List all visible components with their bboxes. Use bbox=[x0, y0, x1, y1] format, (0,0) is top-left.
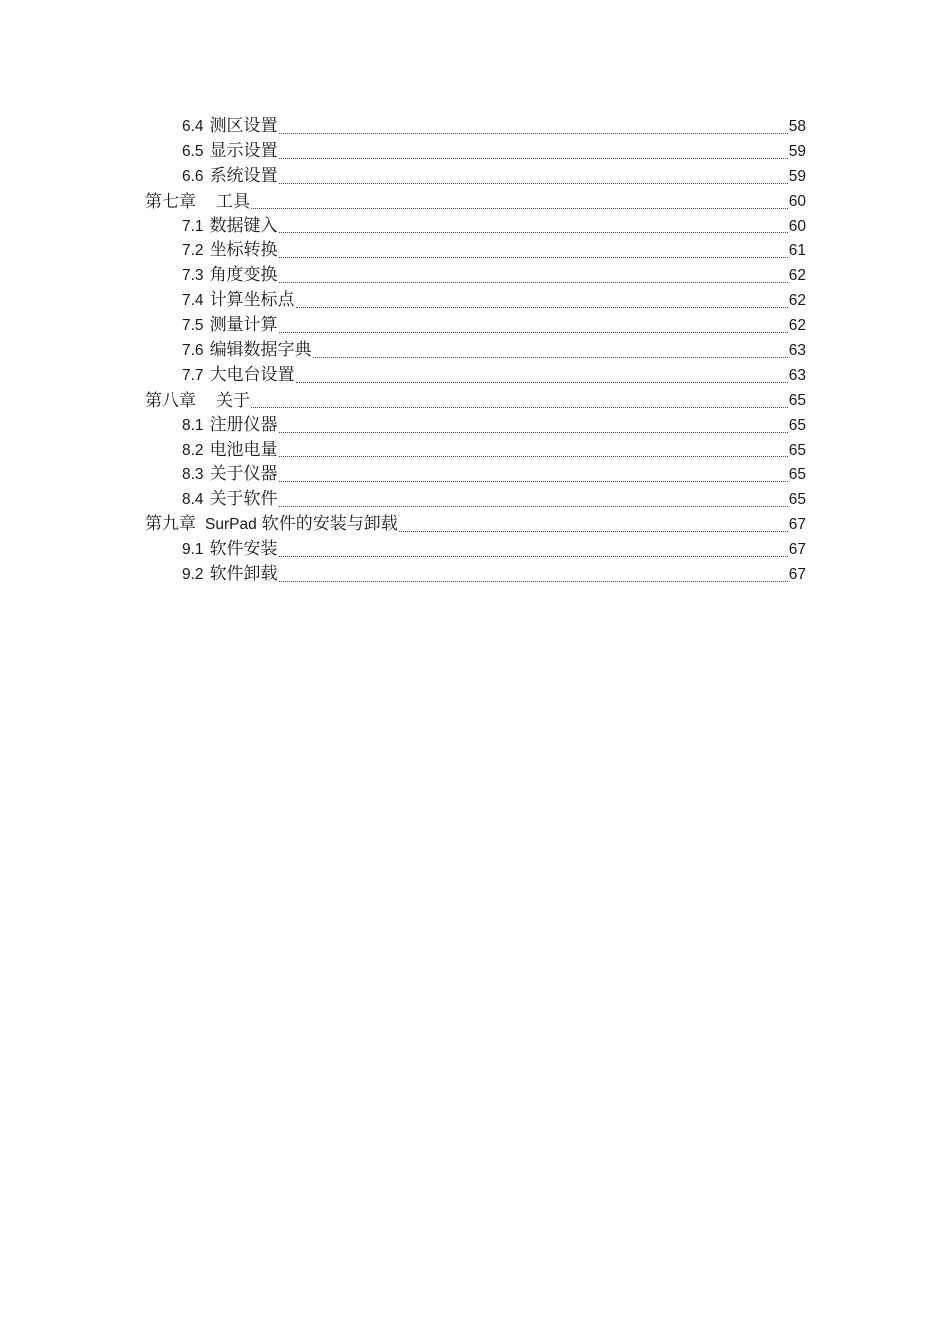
toc-entry-label bbox=[182, 363, 295, 389]
section-number: 8.2 bbox=[182, 441, 204, 459]
dot-leader bbox=[279, 256, 788, 258]
dot-leader bbox=[251, 207, 788, 209]
section-number: 8.3 bbox=[182, 466, 204, 484]
toc-entry-6-6[interactable] bbox=[145, 165, 806, 190]
page-number: 61 bbox=[788, 242, 806, 260]
toc-entry-8-3[interactable] bbox=[145, 463, 806, 488]
dot-leader bbox=[279, 331, 788, 333]
dot-leader bbox=[279, 455, 788, 457]
section-title: 计算坐标点 bbox=[209, 290, 295, 310]
table-of-contents bbox=[145, 115, 806, 588]
page-number: 65 bbox=[788, 416, 806, 434]
page-number: 67 bbox=[788, 566, 806, 584]
page-number: 65 bbox=[788, 441, 806, 459]
dot-leader bbox=[251, 406, 788, 408]
dot-leader bbox=[279, 505, 788, 507]
section-number: 7.1 bbox=[182, 217, 204, 235]
page-number: 60 bbox=[788, 192, 806, 210]
page-number: 58 bbox=[788, 117, 806, 135]
dot-leader bbox=[296, 306, 788, 308]
section-number: 9.1 bbox=[182, 541, 204, 559]
dot-leader bbox=[279, 480, 788, 482]
dot-leader bbox=[279, 231, 788, 233]
toc-entry-label bbox=[182, 313, 278, 339]
dot-leader bbox=[279, 281, 788, 283]
toc-entry-label bbox=[182, 562, 278, 588]
toc-entry-9-2[interactable] bbox=[145, 563, 806, 588]
toc-entry-7-6[interactable] bbox=[145, 339, 806, 364]
dot-leader bbox=[296, 381, 788, 383]
toc-entry-label bbox=[182, 263, 278, 289]
section-title: 注册仪器 bbox=[209, 414, 278, 434]
toc-entry-label bbox=[145, 190, 250, 215]
page-number: 62 bbox=[788, 292, 806, 310]
page-number: 62 bbox=[788, 317, 806, 335]
toc-entry-label bbox=[182, 114, 278, 140]
dot-leader bbox=[279, 182, 788, 184]
section-title: 软件安装 bbox=[209, 539, 278, 559]
chapter-title: 关于 bbox=[216, 390, 250, 410]
toc-entry-chapter-7[interactable] bbox=[145, 190, 806, 215]
toc-entry-label bbox=[182, 462, 278, 488]
toc-entry-7-5[interactable] bbox=[145, 314, 806, 339]
page-number: 63 bbox=[788, 342, 806, 359]
page-number: 67 bbox=[788, 541, 806, 559]
toc-entry-7-3[interactable] bbox=[145, 264, 806, 289]
section-title: 测量计算 bbox=[209, 315, 278, 335]
toc-entry-6-4[interactable] bbox=[145, 115, 806, 140]
toc-entry-7-2[interactable] bbox=[145, 239, 806, 264]
section-title: 关于软件 bbox=[209, 489, 278, 509]
section-number: 7.5 bbox=[182, 317, 204, 335]
section-number: 7.6 bbox=[182, 342, 204, 359]
toc-entry-label bbox=[145, 512, 398, 538]
toc-entry-7-7[interactable] bbox=[145, 364, 806, 389]
toc-entry-label bbox=[182, 139, 278, 165]
page-number: 67 bbox=[788, 516, 806, 534]
section-number: 7.3 bbox=[182, 267, 204, 285]
section-number: 6.5 bbox=[182, 142, 204, 160]
section-number: 8.1 bbox=[182, 416, 204, 434]
page-number: 63 bbox=[788, 366, 806, 384]
dot-leader bbox=[279, 580, 788, 582]
toc-entry-label bbox=[145, 389, 250, 414]
page-number: 65 bbox=[788, 466, 806, 484]
section-title: 关于仪器 bbox=[209, 464, 278, 484]
section-title: 数据键入 bbox=[209, 215, 278, 235]
page-number: 65 bbox=[788, 391, 806, 409]
section-number: 6.4 bbox=[182, 117, 204, 135]
toc-entry-label bbox=[182, 214, 278, 240]
section-title: 大电台设置 bbox=[209, 364, 295, 384]
section-number: 8.4 bbox=[182, 491, 204, 509]
page-number: 62 bbox=[788, 267, 806, 285]
page-number: 65 bbox=[788, 491, 806, 509]
page-number: 59 bbox=[788, 167, 806, 185]
chapter-label: 第九章 bbox=[145, 514, 196, 534]
dot-leader bbox=[279, 555, 788, 557]
toc-entry-label bbox=[182, 338, 312, 364]
dot-leader bbox=[313, 356, 788, 358]
toc-entry-6-5[interactable] bbox=[145, 140, 806, 165]
toc-entry-8-2[interactable] bbox=[145, 439, 806, 464]
toc-entry-8-4[interactable] bbox=[145, 488, 806, 513]
chapter-label: 第八章 bbox=[145, 390, 196, 410]
page-number: 59 bbox=[788, 142, 806, 160]
section-title: 角度变换 bbox=[209, 265, 278, 285]
section-number: 7.2 bbox=[182, 242, 204, 260]
toc-entry-label bbox=[182, 438, 278, 464]
chapter-title-latin: SurPad bbox=[205, 516, 257, 534]
section-title: 系统设置 bbox=[209, 165, 278, 185]
section-title: 测区设置 bbox=[209, 115, 278, 135]
section-title: 电池电量 bbox=[209, 439, 278, 459]
page-number: 60 bbox=[788, 217, 806, 235]
section-title: 显示设置 bbox=[209, 140, 278, 160]
dot-leader bbox=[279, 157, 788, 159]
section-number: 7.4 bbox=[182, 292, 204, 310]
section-number: 7.7 bbox=[182, 366, 204, 384]
chapter-label: 第七章 bbox=[145, 191, 196, 211]
toc-entry-label bbox=[182, 537, 278, 563]
section-title: 软件卸载 bbox=[209, 564, 278, 584]
toc-entry-label bbox=[182, 413, 278, 439]
toc-entry-chapter-8[interactable] bbox=[145, 389, 806, 414]
section-number: 9.2 bbox=[182, 566, 204, 584]
dot-leader bbox=[279, 132, 788, 134]
section-title: 编辑数据字典 bbox=[209, 340, 312, 359]
toc-entry-label bbox=[182, 487, 278, 513]
toc-entry-label bbox=[182, 164, 278, 190]
toc-entry-chapter-9[interactable] bbox=[145, 513, 806, 538]
toc-entry-8-1[interactable] bbox=[145, 414, 806, 439]
dot-leader bbox=[279, 431, 788, 433]
toc-entry-label bbox=[182, 238, 278, 264]
toc-entry-7-4[interactable] bbox=[145, 289, 806, 314]
section-title: 坐标转换 bbox=[209, 240, 278, 260]
toc-entry-9-1[interactable] bbox=[145, 538, 806, 563]
toc-entry-7-1[interactable] bbox=[145, 215, 806, 240]
toc-entry-label bbox=[182, 288, 295, 314]
chapter-title: 工具 bbox=[216, 191, 250, 211]
chapter-title: 软件的安装与卸载 bbox=[261, 514, 398, 534]
section-number: 6.6 bbox=[182, 167, 204, 185]
dot-leader bbox=[399, 530, 788, 532]
